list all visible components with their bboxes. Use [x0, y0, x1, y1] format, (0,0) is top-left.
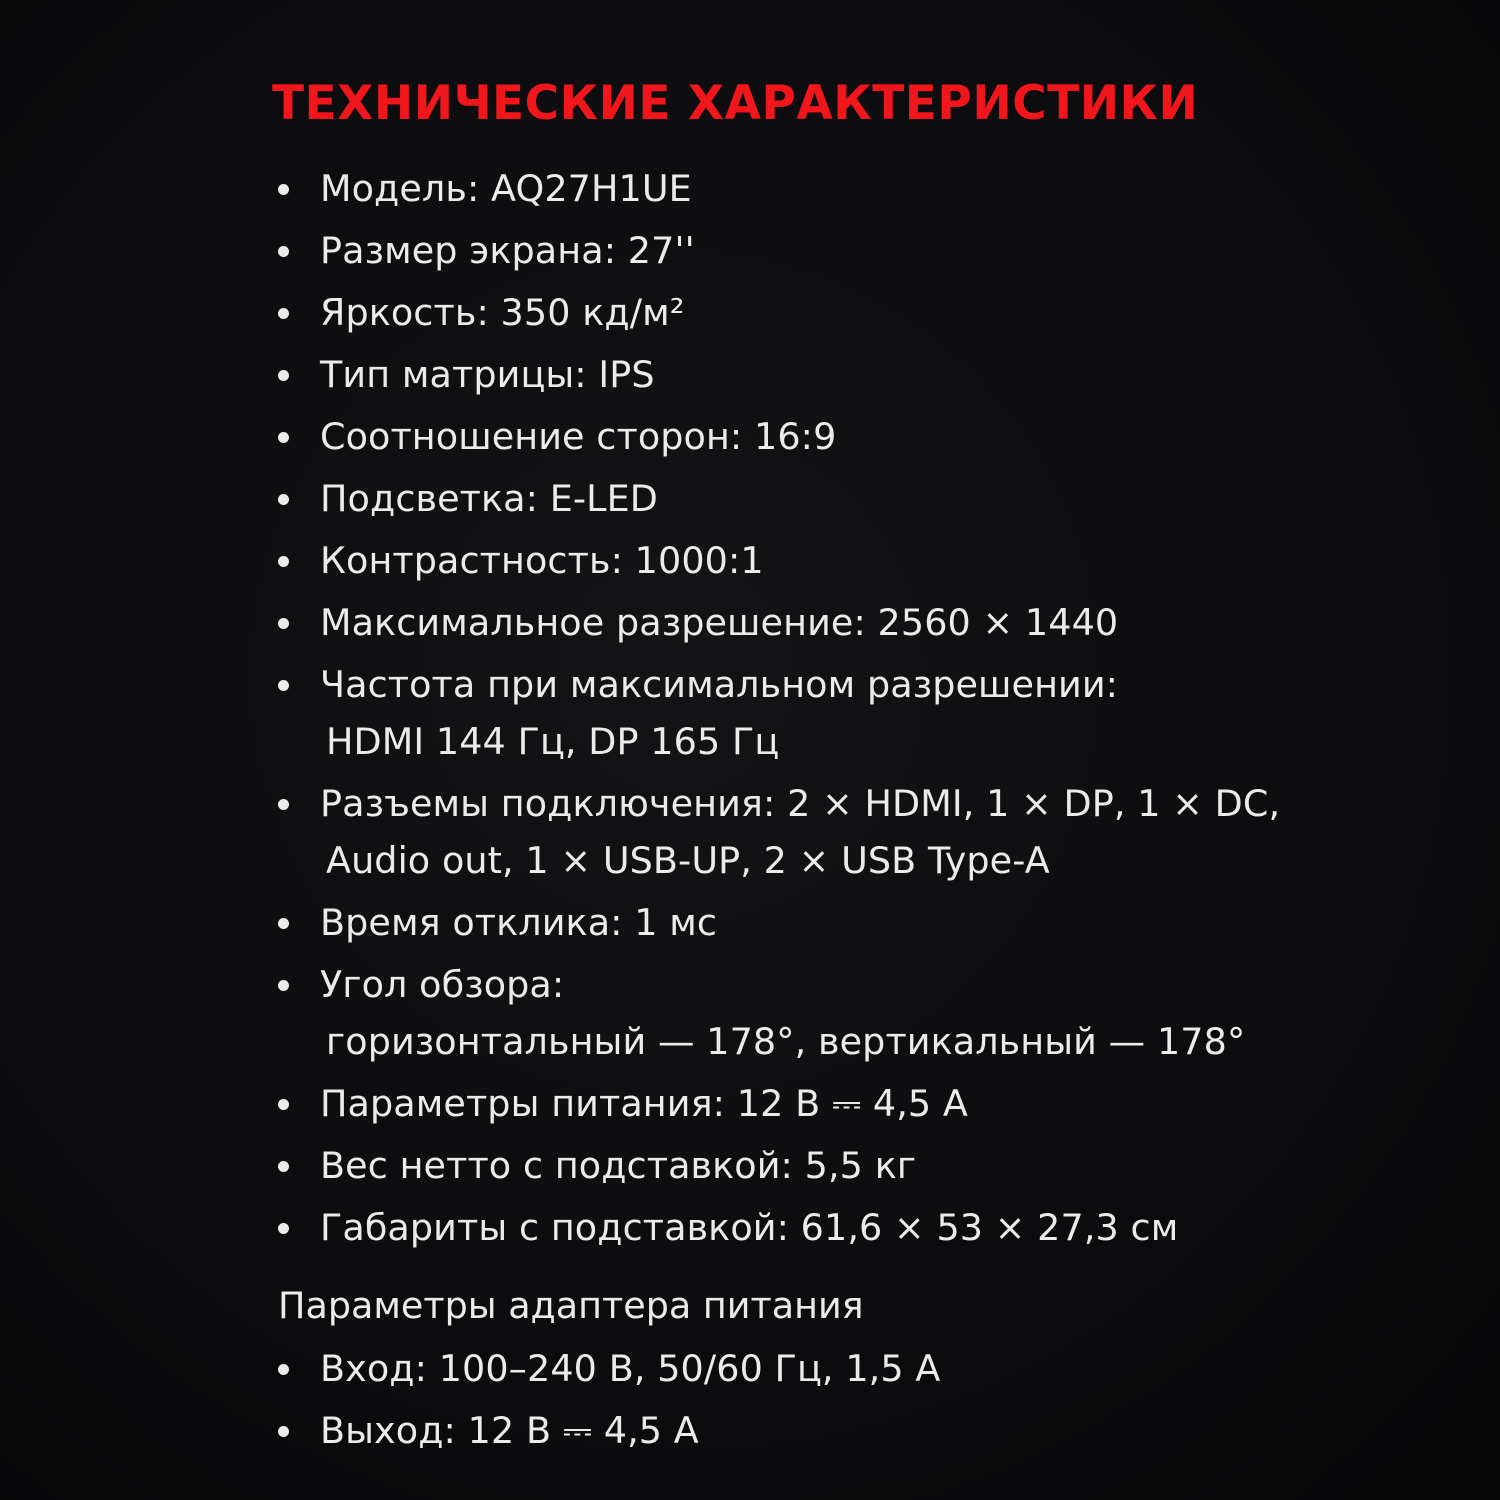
spec-text-continued: горизонтальный — 178°, вертикальный — 178°: [326, 1020, 1246, 1063]
spec-text: Выход: 12 В ⎓ 4,5 А: [320, 1409, 699, 1452]
adapter-spec-item: [272, 1340, 1372, 1397]
spec-text: Габариты с подставкой: 61,6 × 53 × 27,3 см: [320, 1206, 1179, 1249]
spec-text: Разъемы подключения: 2 × HDMI, 1 × DP, 1 × DC,: [320, 782, 1281, 825]
spec-item: [272, 894, 1372, 951]
spec-text: Контрастность: 1000:1: [320, 539, 764, 582]
spec-item: [272, 775, 1372, 889]
spec-text: Подсветка: E-LED: [320, 477, 658, 520]
spec-item: [272, 346, 1372, 403]
spec-text: Тип матрицы: IPS: [320, 353, 655, 396]
spec-text: Параметры питания: 12 В ⎓ 4,5 А: [320, 1082, 968, 1125]
spec-text: Вес нетто с подставкой: 5,5 кг: [320, 1144, 917, 1187]
spec-text: Частота при максимальном разрешении:: [320, 663, 1119, 706]
spec-text: Соотношение сторон: 16:9: [320, 415, 837, 458]
spec-item: [272, 532, 1372, 589]
spec-text-continued: Audio out, 1 × USB-UP, 2 × USB Type-A: [326, 839, 1050, 882]
spec-text: Модель: AQ27H1UE: [320, 167, 692, 210]
page-title: ТЕХНИЧЕСКИЕ ХАРАКТЕРИСТИКИ: [272, 76, 1199, 131]
spec-text: Яркость: 350 кд/м²: [320, 291, 685, 334]
spec-list: [272, 160, 1372, 1256]
spec-item: [272, 956, 1372, 1070]
spec-item: [272, 1137, 1372, 1194]
adapter-section-title: Параметры адаптера питания: [278, 1284, 864, 1327]
spec-item: [272, 594, 1372, 651]
spec-text: Вход: 100–240 В, 50/60 Гц, 1,5 А: [320, 1347, 941, 1390]
spec-item: [272, 1199, 1372, 1256]
spec-item: [272, 1075, 1372, 1132]
spec-item: [272, 408, 1372, 465]
spec-text: Угол обзора:: [320, 963, 565, 1006]
spec-item: [272, 160, 1372, 217]
spec-item: [272, 470, 1372, 527]
spec-item: [272, 222, 1372, 279]
spec-text: Время отклика: 1 мс: [320, 901, 718, 944]
spec-sheet: [272, 68, 1372, 1464]
spec-text: Максимальное разрешение: 2560 × 1440: [320, 601, 1119, 644]
spec-text: Размер экрана: 27'': [320, 229, 695, 272]
spec-item: [272, 656, 1372, 770]
spec-text-continued: HDMI 144 Гц, DP 165 Гц: [326, 720, 780, 763]
spec-item: [272, 284, 1372, 341]
adapter-spec-item: [272, 1402, 1372, 1459]
adapter-spec-list: [272, 1340, 1372, 1459]
